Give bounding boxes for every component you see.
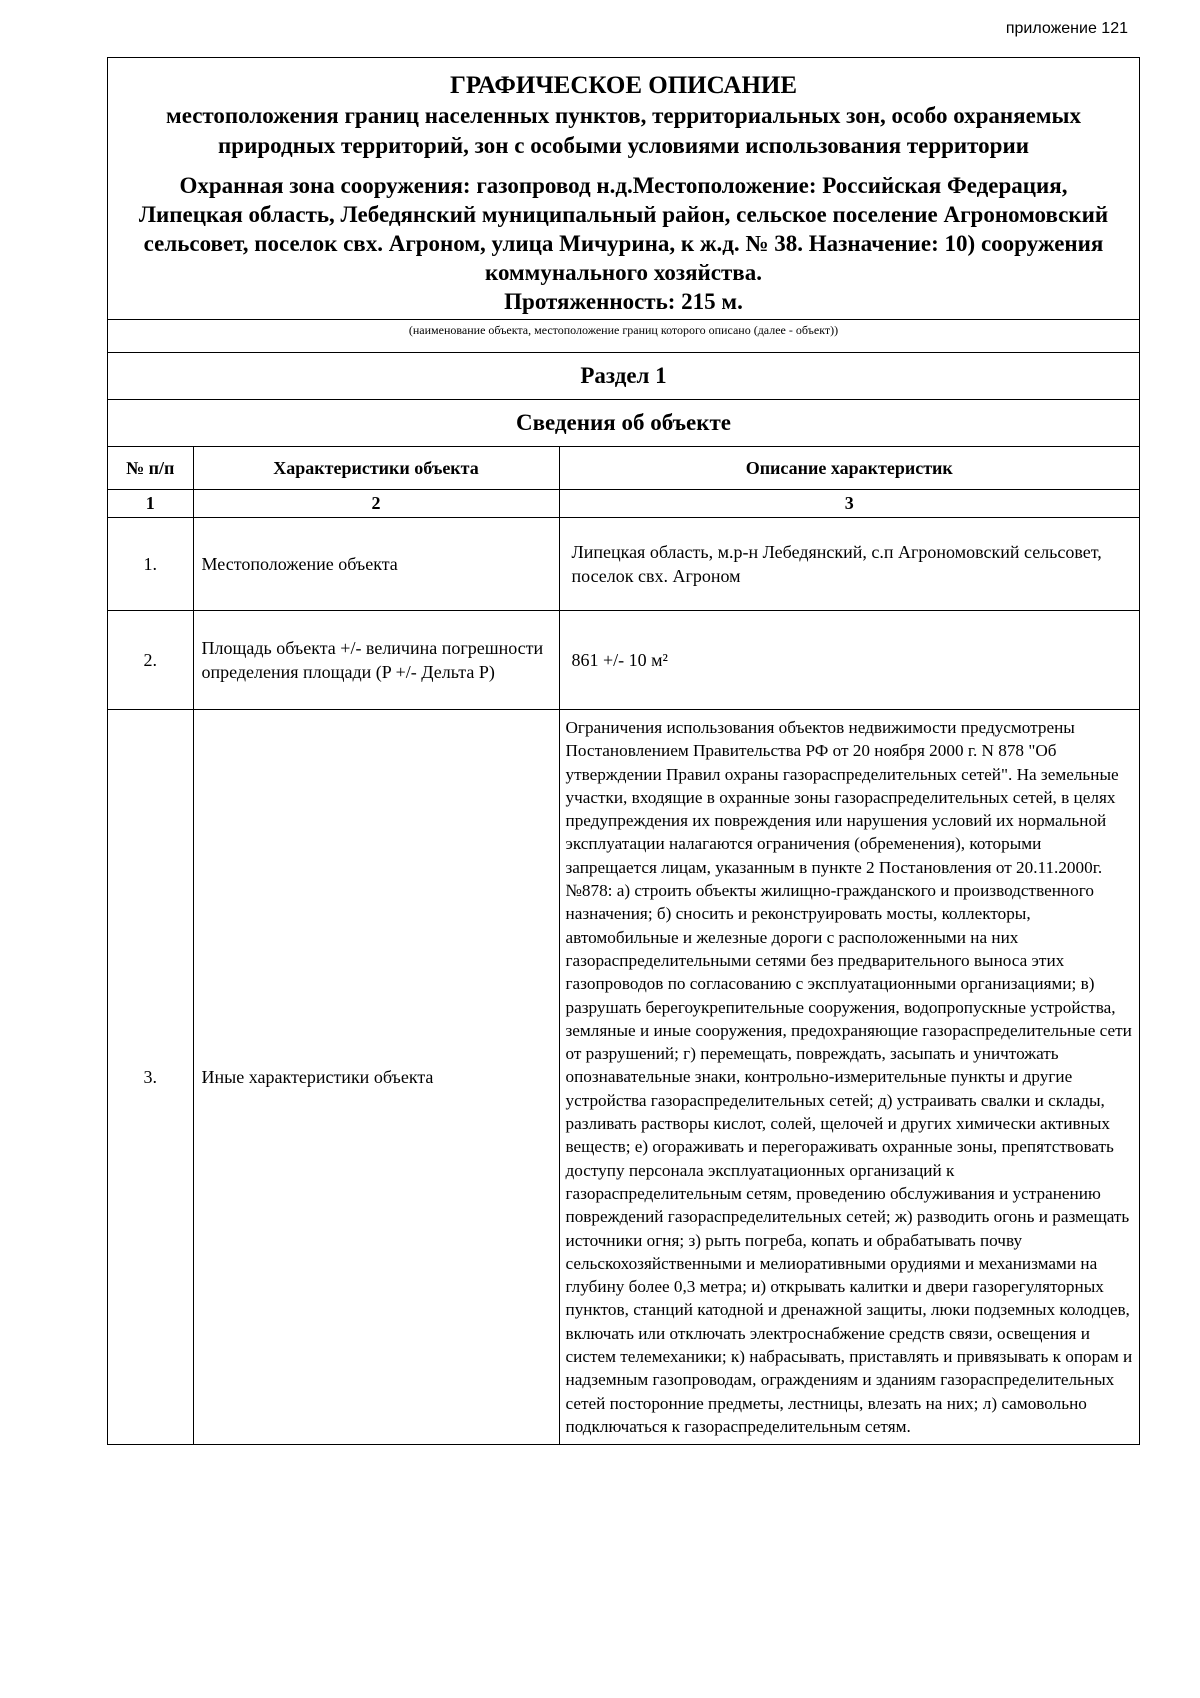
header-number: № п/п bbox=[108, 447, 193, 490]
table-header-row bbox=[108, 447, 1139, 490]
table-row bbox=[108, 611, 1139, 710]
table-row bbox=[108, 518, 1139, 611]
appendix-label: приложение 121 bbox=[1005, 20, 1128, 37]
column-number: 3 bbox=[559, 490, 1139, 518]
row-value: Липецкая область, м.р-н Лебедянский, с.п Агрономовский сельсовет, поселок свх. Агроном bbox=[559, 518, 1139, 611]
header-description: Описание характеристик bbox=[559, 447, 1139, 490]
document-title: ГРАФИЧЕСКОЕ ОПИСАНИЕ bbox=[449, 72, 798, 99]
column-number: 1 bbox=[108, 490, 193, 518]
row-number: 3. bbox=[108, 710, 193, 1445]
table-row bbox=[108, 710, 1139, 1445]
section-title: Раздел 1 bbox=[108, 352, 1139, 399]
object-info-table bbox=[108, 446, 1139, 1444]
column-number-row bbox=[108, 490, 1139, 518]
object-length: Протяженность: 215 м. bbox=[504, 289, 743, 314]
row-number: 1. bbox=[108, 518, 193, 611]
row-label: Площадь объекта +/- величина погрешности определения площади (P +/- Дельта P) bbox=[193, 611, 559, 710]
row-value: Ограничения использования объектов недвижимости предусмотрены Постановлением Правительства РФ от 20 ноября 2000 г. N 878 "Об утверждении Правил охраны газораспределительных сетей". На земельные участки, входящие в охранные зоны газораспределительных сетей, в целях предупреждения их повреждения или нарушения условий их нормальной эксплуатации налагаются ограничения (обременения), которыми запрещается лицам, указанным в пункте 2 Постановления от 20.11.2000г. №878: а) строить объекты жилищно-гражданского и производственного назначения; б) сносить и реконструировать мосты, коллекторы, автомобильные и железные дороги с расположенными на них газораспределительными сетями без предварительного выноса этих газопроводов по согласованию с эксплуатационными организациями; в) разрушать берегоукрепительные сооружения, водопропускные устройства, земляные и иные сооружения, предохраняющие газораспределительные сети от разрушений; г) перемещать, повреждать, засыпать и уничтожать опознавательные знаки, контрольно-измерительные пункты и другие устройства газораспределительных сетей; д) устраивать свалки и склады, разливать растворы кислот, солей, щелочей и других химически активных веществ; е) огораживать и перегораживать охранные зоны, препятствовать доступу персонала эксплуатационных организаций к газораспределительным сетям, проведению обслуживания и устранению повреждений газораспределительных сетей; ж) разводить огонь и размещать источники огня; з) рыть погреба, копать и обрабатывать почву сельскохозяйственными и мелиоративными орудиями и механизмами на глубину более 0,3 метра; и) открывать калитки и двери газорегуляторных пунктов, станций катодной и дренажной защиты, люки подземных колодцев, включать или отключать электроснабжение средств связи, освещения и систем телемеханики; к) набрасывать, приставлять и привязывать к опорам и надземным газопроводам, ограждениям и зданиям газораспределительных сетей посторонние предметы, лестницы, влезать на них; л) самовольно подключаться к газораспределительным сетям. bbox=[559, 710, 1139, 1445]
header-block bbox=[108, 58, 1139, 319]
row-label: Иные характеристики объекта bbox=[193, 710, 559, 1445]
column-number: 2 bbox=[193, 490, 559, 518]
document-subtitle: местоположения границ населенных пунктов, территориальных зон, особо охраняемых природных территорий, зон с особыми условиями использования территории bbox=[166, 103, 1081, 158]
row-label: Местоположение объекта bbox=[193, 518, 559, 611]
section-subtitle: Сведения об объекте bbox=[108, 399, 1139, 446]
row-value: 861 +/- 10 м² bbox=[559, 611, 1139, 710]
document-frame bbox=[107, 57, 1140, 1445]
object-caption: (наименование объекта, местоположение границ которого описано (далее - объект)) bbox=[108, 319, 1139, 352]
row-number: 2. bbox=[108, 611, 193, 710]
object-name: Охранная зона сооружения: газопровод н.д.Местоположение: Российская Федерация, Липецкая область, Лебедянский муниципальный район, сельское поселение Агрономовский сельсовет, поселок свх. Агроном, улица Мичурина, к ж.д. № 38. Назначение: 10) сооружения коммунального хозяйства. bbox=[138, 173, 1109, 285]
header-characteristic: Характеристики объекта bbox=[193, 447, 559, 490]
object-description bbox=[126, 171, 1121, 316]
